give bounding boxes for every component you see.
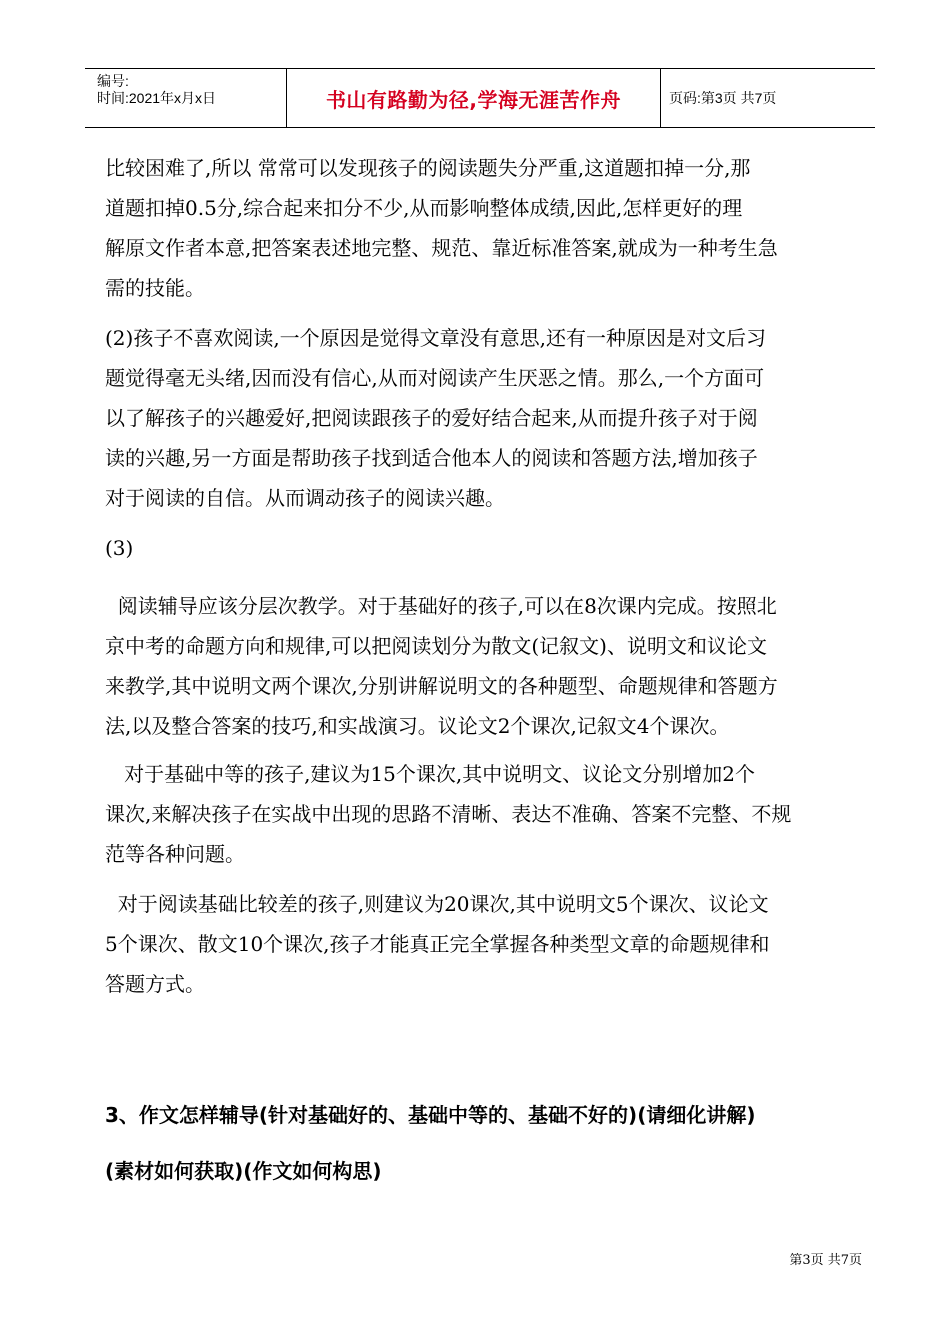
text-line: (2)孩子不喜欢阅读,一个原因是觉得文章没有意思,还有一种原因是对文后习 <box>105 326 767 350</box>
text-line: 来教学,其中说明文两个课次,分别讲解说明文的各种题型、命题规律和答题方 <box>105 674 778 698</box>
section-heading-line-1: 3、作文怎样辅导(针对基础好的、基础中等的、基础不好的)(请细化讲解) <box>105 1103 756 1127</box>
text-line: (3) <box>105 536 134 560</box>
text-line: 阅读辅导应该分层次教学。对于基础好的孩子,可以在8次课内完成。按照北 <box>105 594 777 618</box>
text-line: 比较困难了,所以 常常可以发现孩子的阅读题失分严重,这道题扣掉一分,那 <box>105 156 751 180</box>
page-footer-number: 第3页 共7页 <box>789 1253 862 1268</box>
paragraph-5 <box>105 754 865 874</box>
header-motto: 书山有路勤为径,学海无涯苦作舟 <box>287 69 661 127</box>
text-line: 读的兴趣,另一方面是帮助孩子找到适合他本人的阅读和答题方法,增加孩子 <box>105 446 758 470</box>
paragraph-3 <box>105 528 865 568</box>
paragraph-1 <box>105 148 865 308</box>
text-line: 对于基础中等的孩子,建议为15个课次,其中说明文、议论文分别增加2个 <box>105 762 755 786</box>
text-line: 京中考的命题方向和规律,可以把阅读划分为散文(记叙文)、说明文和议论文 <box>105 634 767 658</box>
section-heading <box>105 1094 865 1192</box>
text-line: 道题扣掉0.5分,综合起来扣分不少,从而影响整体成绩,因此,怎样更好的理 <box>105 196 743 220</box>
text-line: 课次,来解决孩子在实战中出现的思路不清晰、表达不准确、答案不完整、不规 <box>105 802 792 826</box>
text-line: 解原文作者本意,把答案表述地完整、规范、靠近标准答案,就成为一种考生急 <box>105 236 778 260</box>
header-meta-cell <box>85 69 287 127</box>
header-page-number: 页码:第3页 共7页 <box>669 90 777 106</box>
text-line: 答题方式。 <box>105 972 205 996</box>
text-line: 法,以及整合答案的技巧,和实战演习。议论文2个课次,记叙文4个课次。 <box>105 714 730 738</box>
text-line: 以了解孩子的兴趣爱好,把阅读跟孩子的爱好结合起来,从而提升孩子对于阅 <box>105 406 758 430</box>
text-line: 对于阅读基础比较差的孩子,则建议为20课次,其中说明文5个课次、议论文 <box>105 892 769 916</box>
paragraph-4 <box>105 586 865 746</box>
section-heading-line-2: (素材如何获取)(作文如何构思) <box>105 1159 382 1183</box>
page-header <box>85 68 875 128</box>
paragraph-2 <box>105 318 865 518</box>
text-line: 对于阅读的自信。从而调动孩子的阅读兴趣。 <box>105 486 505 510</box>
paragraph-6 <box>105 884 865 1004</box>
text-line: 需的技能。 <box>105 276 205 300</box>
document-time-label: 时间:2021年x月x日 <box>97 90 217 106</box>
text-line: 范等各种问题。 <box>105 842 245 866</box>
text-line: 5个课次、散文10个课次,孩子才能真正完全掌握各种类型文章的命题规律和 <box>105 932 770 956</box>
text-line: 题觉得毫无头绪,因而没有信心,从而对阅读产生厌恶之情。那么,一个方面可 <box>105 366 765 390</box>
document-number-label: 编号: <box>97 73 129 89</box>
